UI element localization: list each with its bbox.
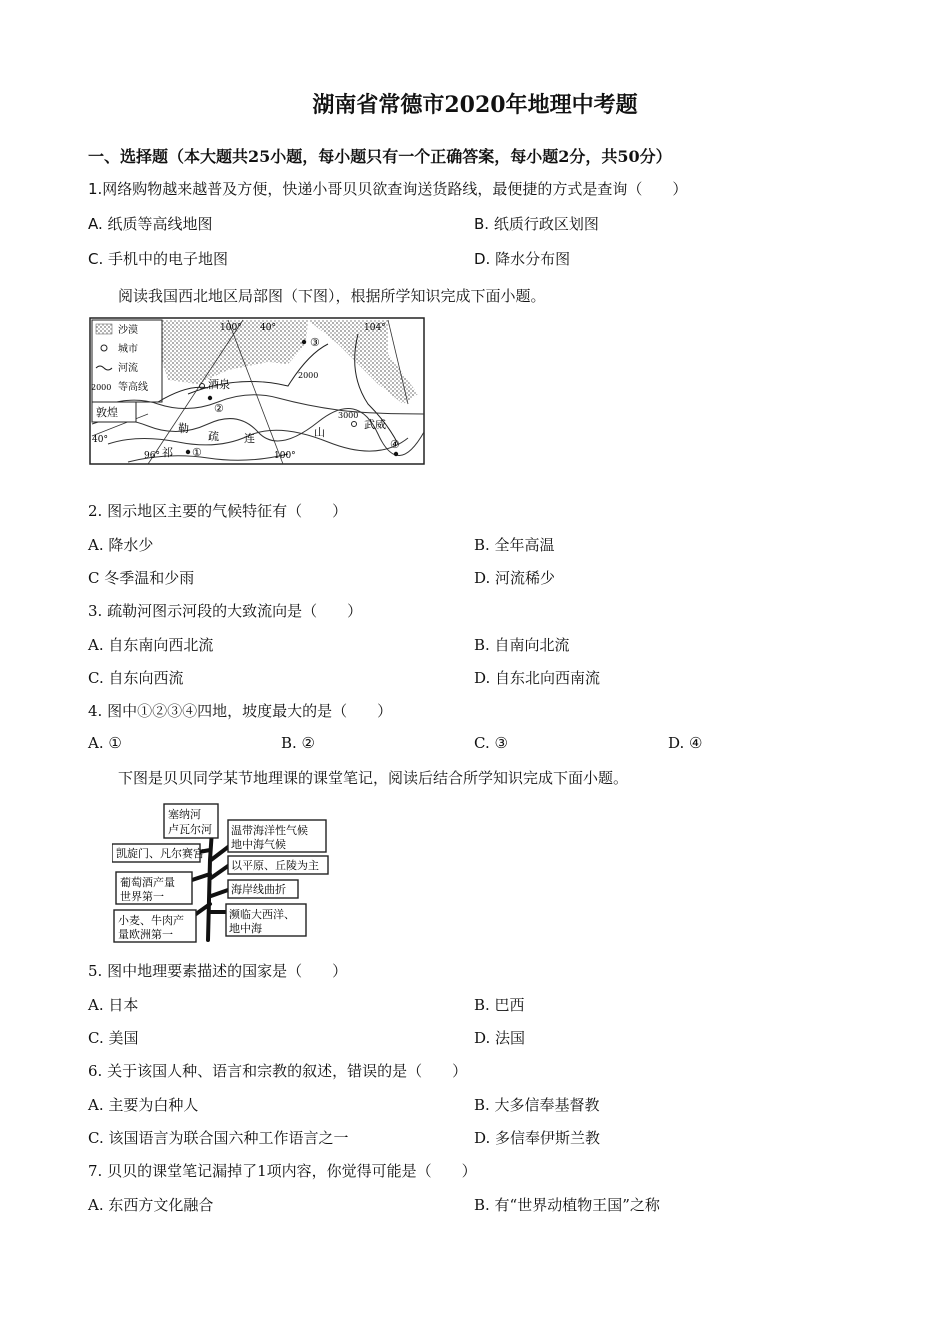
- section-heading: 一、选择题（本大题共25小题，每小题只有一个正确答案，每小题2分，共50分）: [88, 147, 672, 166]
- longitude-label: 96°: [144, 451, 160, 461]
- marker-dot: [302, 340, 306, 344]
- city-jiuquan: 酒泉: [208, 378, 230, 391]
- question-3-option-a: A. 自东南向西北流: [88, 636, 214, 654]
- question-6-option-c: C. 该国语言为联合国六种工作语言之一: [88, 1129, 349, 1147]
- legend-river: 河流: [118, 363, 138, 374]
- tree-box-rivers-line1: 塞纳河: [168, 808, 201, 821]
- legend-contour-value: 2000: [91, 383, 112, 392]
- city-dunhuang: 敦煌: [96, 406, 118, 419]
- question-1-option-d: D. 降水分布图: [474, 250, 571, 268]
- map-intro-text: 阅读我国西北地区局部图（下图），根据所学知识完成下面小题。: [118, 287, 546, 305]
- mountain-label: 山: [314, 426, 325, 439]
- mountain-label: 连: [244, 432, 255, 445]
- question-3-option-d: D. 自东北向西南流: [474, 669, 601, 687]
- tree-box-wheat-line1: 小麦、牛肉产: [118, 914, 184, 927]
- tree-box-coastline: 海岸线曲折: [231, 883, 286, 896]
- tree-box-seas-line1: 濒临大西洋、: [229, 908, 295, 921]
- question-5-stem: 5. 图中地理要素描述的国家是（ ）: [88, 962, 348, 980]
- tree-box-climate-line2: 地中海气候: [231, 838, 286, 851]
- question-4-option-c: C. ③: [474, 734, 508, 752]
- question-1-option-a: A. 纸质等高线地图: [88, 215, 213, 233]
- river-name-label: 勒: [178, 422, 189, 435]
- marker-2: ②: [214, 402, 224, 415]
- question-6-option-b: B. 大多信奉基督教: [474, 1096, 600, 1114]
- tree-box-seas-line2: 地中海: [229, 922, 262, 935]
- marker-dot: [208, 396, 212, 400]
- tree-box-landmarks: 凯旋门、凡尔赛宫: [116, 847, 204, 860]
- tree-box-rivers-line2: 卢瓦尔河: [168, 823, 212, 836]
- question-1-stem: 1.网络购物越来越普及方便，快递小哥贝贝欲查询送货路线，最便捷的方式是查询（ ）: [88, 180, 688, 198]
- northwest-china-map: [88, 314, 428, 466]
- question-4-stem: 4. 图中①②③④四地，坡度最大的是（ ）: [88, 702, 393, 720]
- longitude-label: 100°: [274, 451, 296, 461]
- question-7-stem: 7. 贝贝的课堂笔记漏掉了1项内容，你觉得可能是（ ）: [88, 1162, 477, 1180]
- question-4-option-b: B. ②: [281, 734, 316, 752]
- question-2-option-b: B. 全年高温: [474, 536, 555, 554]
- question-1-option-c: C. 手机中的电子地图: [88, 250, 229, 268]
- question-2-stem: 2. 图示地区主要的气候特征有（ ）: [88, 502, 348, 520]
- question-7-option-b: B. 有“世界动植物王国”之称: [474, 1196, 660, 1214]
- question-3-option-b: B. 自南向北流: [474, 636, 570, 654]
- river-name-label: 疏: [208, 430, 219, 443]
- question-2-option-d: D. 河流稀少: [474, 569, 556, 587]
- question-6-stem: 6. 关于该国人种、语言和宗教的叙述，错误的是（ ）: [88, 1062, 468, 1080]
- city-wuwei: 武威: [364, 418, 386, 431]
- question-5-option-c: C. 美国: [88, 1029, 139, 1047]
- tree-box-wine-line2: 世界第一: [120, 890, 164, 903]
- marker-dot: [186, 450, 190, 454]
- question-5-option-a: A. 日本: [88, 996, 139, 1014]
- question-5-option-d: D. 法国: [474, 1029, 526, 1047]
- page-title: 湖南省常德市2020年地理中考题: [312, 92, 638, 118]
- question-5-option-b: B. 巴西: [474, 996, 525, 1014]
- tree-box-terrain: 以平原、丘陵为主: [231, 859, 319, 872]
- marker-dot: [394, 452, 398, 456]
- longitude-label: 104°: [364, 323, 386, 333]
- contour-label: 3000: [338, 411, 359, 420]
- mountain-label: 祁: [162, 446, 173, 459]
- question-3-stem: 3. 疏勒河图示河段的大致流向是（ ）: [88, 602, 363, 620]
- latitude-label: 40°: [92, 435, 108, 445]
- question-6-option-a: A. 主要为白种人: [88, 1096, 199, 1114]
- marker-1: ①: [192, 446, 202, 459]
- notes-intro-text: 下图是贝贝同学某节地理课的课堂笔记，阅读后结合所学知识完成下面小题。: [118, 769, 629, 787]
- marker-3: ③: [310, 336, 320, 349]
- class-notes-tree-diagram: [112, 800, 334, 946]
- longitude-label: 100°: [220, 323, 242, 333]
- question-1-option-b: B. 纸质行政区划图: [474, 215, 599, 233]
- question-7-option-a: A. 东西方文化融合: [88, 1196, 214, 1214]
- legend-desert-swatch: [96, 324, 112, 334]
- marker-4: ④: [390, 438, 400, 451]
- legend-contour: 等高线: [118, 382, 148, 393]
- question-2-option-c: C 冬季温和少雨: [88, 569, 195, 587]
- question-6-option-d: D. 多信奉伊斯兰教: [474, 1129, 601, 1147]
- question-3-option-c: C. 自东向西流: [88, 669, 184, 687]
- question-4-option-a: A. ①: [88, 734, 122, 752]
- contour-label: 2000: [298, 371, 319, 380]
- legend-desert: 沙漠: [118, 325, 138, 336]
- tree-box-climate-line1: 温带海洋性气候: [231, 824, 308, 837]
- legend-city: 城市: [118, 344, 138, 355]
- question-2-option-a: A. 降水少: [88, 536, 154, 554]
- latitude-label: 40°: [260, 323, 276, 333]
- question-4-option-d: D. ④: [668, 734, 703, 752]
- tree-box-wheat-line2: 量欧洲第一: [118, 928, 173, 941]
- tree-box-wine-line1: 葡萄酒产量: [120, 876, 175, 889]
